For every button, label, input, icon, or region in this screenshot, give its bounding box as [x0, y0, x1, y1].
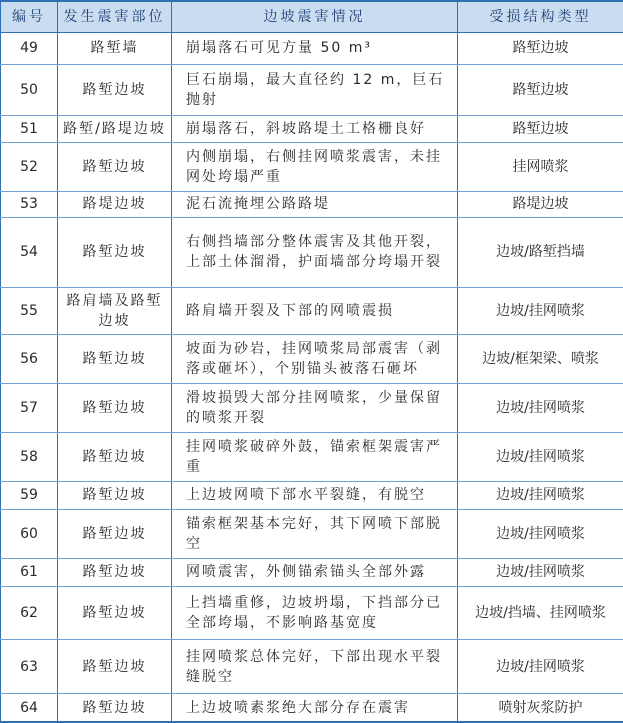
row-structure-type: 边坡/挂网喷浆	[458, 640, 623, 694]
table-row	[1, 558, 623, 586]
row-description: 上边坡网喷下部水平裂缝，有脱空	[172, 481, 458, 509]
table-row	[1, 694, 623, 722]
row-description: 上挡墙重修，边坡坍塌，下挡部分已全部垮塌，不影响路基宽度	[172, 586, 458, 639]
row-number: 50	[1, 64, 58, 115]
table-row	[1, 334, 623, 383]
row-description: 路肩墙开裂及下部的网喷震损	[172, 287, 458, 334]
row-structure-type: 边坡/挂网喷浆	[458, 509, 623, 558]
row-structure-type: 边坡/框架梁、喷浆	[458, 334, 623, 383]
row-description: 网喷震害，外侧锚索锚头全部外露	[172, 558, 458, 586]
table-row	[1, 481, 623, 509]
row-description: 滑坡损毁大部分挂网喷浆，少量保留的喷浆开裂	[172, 383, 458, 432]
row-structure-type: 边坡/挂网喷浆	[458, 558, 623, 586]
row-location: 路堑边坡	[58, 217, 172, 287]
row-number: 51	[1, 115, 58, 142]
row-description: 挂网喷浆总体完好，下部出现水平裂缝脱空	[172, 640, 458, 694]
row-number: 57	[1, 383, 58, 432]
row-location: 路堑边坡	[58, 694, 172, 722]
table-row	[1, 64, 623, 115]
header-description: 边坡震害情况	[172, 1, 458, 32]
row-description: 锚索框架基本完好，其下网喷下部脱空	[172, 509, 458, 558]
row-structure-type: 边坡/路堑挡墙	[458, 217, 623, 287]
row-description: 上边坡喷素浆绝大部分存在震害	[172, 694, 458, 722]
row-structure-type: 边坡/挡墙、挂网喷浆	[458, 586, 623, 639]
row-description: 崩塌落石可见方量 50 m³	[172, 32, 458, 64]
table-row	[1, 32, 623, 64]
row-description: 坡面为砂岩，挂网喷浆局部震害（剥落或砸坏），个别锚头被落石砸坏	[172, 334, 458, 383]
row-number: 55	[1, 287, 58, 334]
row-description: 挂网喷浆破碎外鼓，锚索框架震害严重	[172, 432, 458, 481]
header-number: 编号	[1, 1, 58, 32]
row-number: 58	[1, 432, 58, 481]
row-location: 路堑边坡	[58, 640, 172, 694]
row-number: 64	[1, 694, 58, 722]
row-structure-type: 路堑边坡	[458, 115, 623, 142]
row-location: 路堑边坡	[58, 334, 172, 383]
row-location: 路堑/路堤边坡	[58, 115, 172, 142]
table-row	[1, 586, 623, 639]
row-description: 崩塌落石，斜坡路堤土工格栅良好	[172, 115, 458, 142]
row-description: 内侧崩塌，右侧挂网喷浆震害，未挂网处垮塌严重	[172, 142, 458, 191]
row-structure-type: 边坡/挂网喷浆	[458, 481, 623, 509]
table-row	[1, 115, 623, 142]
row-number: 54	[1, 217, 58, 287]
row-location: 路堤边坡	[58, 191, 172, 217]
table-row	[1, 432, 623, 481]
row-number: 59	[1, 481, 58, 509]
row-structure-type: 路堑边坡	[458, 32, 623, 64]
table-row	[1, 287, 623, 334]
table-row	[1, 191, 623, 217]
row-location: 路肩墙及路堑边坡	[58, 287, 172, 334]
row-location: 路堑边坡	[58, 481, 172, 509]
row-number: 49	[1, 32, 58, 64]
row-structure-type: 边坡/挂网喷浆	[458, 383, 623, 432]
row-structure-type: 路堤边坡	[458, 191, 623, 217]
row-number: 53	[1, 191, 58, 217]
header-structure-type: 受损结构类型	[458, 1, 623, 32]
row-number: 63	[1, 640, 58, 694]
row-location: 路堑边坡	[58, 383, 172, 432]
row-structure-type: 喷射灰浆防护	[458, 694, 623, 722]
row-structure-type: 挂网喷浆	[458, 142, 623, 191]
table-row	[1, 383, 623, 432]
row-location: 路堑边坡	[58, 509, 172, 558]
row-location: 路堑边坡	[58, 64, 172, 115]
table-row	[1, 217, 623, 287]
table-header-row	[1, 1, 623, 32]
row-location: 路堑边坡	[58, 142, 172, 191]
row-structure-type: 路堑边坡	[458, 64, 623, 115]
row-number: 61	[1, 558, 58, 586]
table-row	[1, 509, 623, 558]
row-location: 路堑边坡	[58, 586, 172, 639]
row-structure-type: 边坡/挂网喷浆	[458, 287, 623, 334]
row-number: 62	[1, 586, 58, 639]
row-description: 泥石流掩埋公路路堤	[172, 191, 458, 217]
header-location: 发生震害部位	[58, 1, 172, 32]
row-structure-type: 边坡/挂网喷浆	[458, 432, 623, 481]
row-description: 右侧挡墙部分整体震害及其他开裂，上部土体溜滑，护面墙部分垮塌开裂	[172, 217, 458, 287]
table-row	[1, 142, 623, 191]
row-location: 路堑墙	[58, 32, 172, 64]
row-number: 60	[1, 509, 58, 558]
table-row	[1, 640, 623, 694]
row-number: 52	[1, 142, 58, 191]
row-location: 路堑边坡	[58, 558, 172, 586]
row-location: 路堑边坡	[58, 432, 172, 481]
row-number: 56	[1, 334, 58, 383]
row-description: 巨石崩塌，最大直径约 12 m，巨石抛射	[172, 64, 458, 115]
